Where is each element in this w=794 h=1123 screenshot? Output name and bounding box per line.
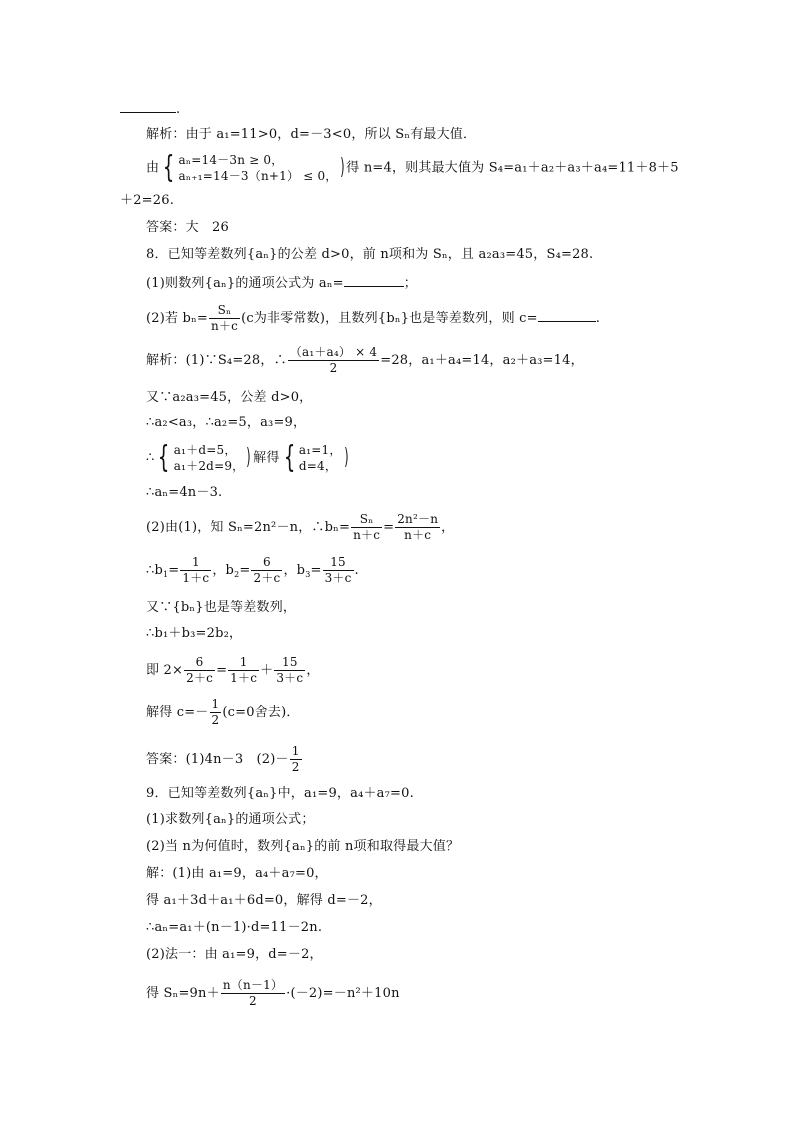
analysis-8-line-1: [146, 345, 584, 376]
answer-blank-line: [120, 100, 180, 118]
denominator: 1＋c: [230, 671, 258, 685]
part-2-condition: (c为非零常数)，且数列{bₙ}也是等差数列，则 c=: [241, 311, 538, 326]
inequality-1: aₙ=14－3n ≥ 0，: [178, 153, 284, 167]
fraction-half: [210, 697, 222, 728]
right-brace-icon: ): [343, 445, 349, 470]
solution-9-line-4: (2)法一：由 a₁=9，d=－2，: [146, 947, 323, 962]
solve-text: 解得: [253, 450, 280, 466]
equation-1: a₁＋d=5，: [173, 443, 237, 457]
left-brace-icon: {: [163, 150, 175, 185]
comma: ，: [441, 520, 455, 535]
comma: ，: [306, 663, 320, 678]
analysis-8-system: [146, 442, 350, 474]
problem-8-part-2: [146, 303, 600, 334]
answer-text: 答案：(1)4n－3 (2)－: [146, 752, 289, 767]
numerator: Sₙ: [351, 512, 382, 528]
equation-system: [174, 442, 245, 474]
denominator: 2: [291, 760, 300, 774]
b1-label: $\therefore b_1=$: [146, 563, 180, 579]
fraction-sum: [288, 345, 379, 376]
analysis-text: 解析：(1)∵S₄=28，∴: [146, 353, 287, 368]
denominator: n＋c: [211, 319, 239, 333]
fraction-half: [290, 744, 302, 775]
fraction-term-3: [274, 655, 305, 686]
analysis-8-line-11: [146, 697, 300, 728]
answer-line: 答案：大 26: [146, 220, 229, 235]
analysis-8-line-8: 又∵{bₙ}也是等差数列，: [146, 600, 297, 615]
numerator: Sₙ: [209, 303, 240, 319]
solution-system: [299, 442, 342, 474]
numerator: 6: [251, 555, 282, 571]
therefore-symbol: ∴: [146, 450, 155, 466]
numerator: 15: [323, 555, 354, 571]
equation-prefix: 即 2×: [146, 663, 184, 678]
analysis-result: =28，a₁＋a₄=14，a₂＋a₃=14，: [380, 353, 584, 368]
bn-text: (2)由(1)，知 Sₙ=2n²－n，∴bₙ=: [146, 520, 351, 535]
denominator: 2: [329, 361, 338, 375]
sum-result: ·(－2)=－n²＋10n: [286, 986, 400, 1001]
continuation-line: ＋2=26.: [120, 193, 175, 208]
solve-c-text: 解得 c=－: [146, 705, 209, 720]
part-2-text: (2)若 bₙ=: [146, 311, 208, 326]
answer-blank: [120, 100, 176, 113]
denominator: 2: [211, 713, 220, 727]
fraction-term-2: [228, 655, 259, 686]
denominator: 2＋c: [253, 571, 281, 585]
analysis-8-line-9: ∴b₁＋b₃=2b₂，: [146, 626, 243, 641]
solution-2: d=4，: [298, 459, 338, 473]
problem-9-title: 9．已知等差数列{aₙ}中，a₁=9，a₄＋a₇=0.: [146, 786, 414, 801]
max-value-text: 得 n=4，则其最大值为 S₄=a₁＋a₂＋a₃＋a₄=11＋8＋5: [346, 160, 679, 176]
analysis-8-line-2: 又∵a₂a₃=45，公差 d>0，: [146, 390, 313, 405]
equals-sign: =: [383, 520, 395, 535]
denominator: n＋c: [353, 528, 381, 542]
part-1-text: (1)则数列{aₙ}的通项公式为 aₙ=: [146, 276, 344, 291]
analysis-8-line-10: [146, 655, 320, 686]
semicolon: ；: [403, 276, 417, 291]
fraction-bn: [209, 303, 240, 334]
plus-sign: ＋: [260, 663, 274, 678]
numerator: 2n²－n: [397, 512, 439, 526]
numerator: 1: [211, 697, 220, 711]
solution-9-line-1: 解：(1)由 a₁=9，a₄＋a₇=0，: [146, 866, 328, 881]
fraction-b1: [180, 555, 211, 586]
fraction-b2: [251, 555, 282, 586]
fraction-term-1: [184, 655, 215, 686]
fraction-sn: [351, 512, 382, 543]
right-brace-icon: ): [246, 445, 251, 470]
solution-1: a₁=1，: [298, 443, 342, 457]
numerator: 1: [291, 744, 300, 758]
b2-label: ，$b_2=$: [212, 563, 251, 579]
fraction-sum-term: [221, 978, 285, 1009]
equation-2: a₁＋2d=9，: [173, 459, 245, 473]
period: .: [595, 311, 601, 326]
period: .: [354, 563, 359, 578]
analysis-8-line-7: [146, 555, 359, 586]
left-brace-icon: {: [283, 440, 295, 475]
inequality-2: aₙ₊₁=14－3（n+1） ≤ 0，: [178, 169, 338, 183]
denominator: 1＋c: [182, 571, 210, 585]
numerator: n（n－1）: [222, 978, 284, 992]
right-brace-icon: ): [339, 155, 345, 180]
denominator: 2＋c: [186, 671, 214, 685]
numerator: （a₁＋a₄） × 4: [289, 345, 378, 359]
answer-8-line: [146, 744, 303, 775]
denominator: 3＋c: [324, 571, 352, 585]
problem-9-part-2: (2)当 n为何值时，数列{aₙ}的前 n项和取得最大值？: [146, 839, 460, 854]
solution-9-line-5: [146, 978, 400, 1009]
analysis-8-line-5: ∴aₙ=4n－3.: [146, 485, 223, 500]
sum-prefix: 得 Sₙ=9n＋: [146, 986, 220, 1001]
text-you: 由: [146, 160, 160, 176]
system-line: [146, 152, 679, 184]
problem-8-title: 8．已知等差数列{aₙ}的公差 d>0，前 n项和为 Sₙ，且 a₂a₃=45，S₄=28.: [146, 247, 594, 262]
denominator: 3＋c: [276, 671, 304, 685]
inequality-system: [179, 152, 338, 184]
problem-8-part-1: [146, 274, 417, 292]
answer-blank: [344, 274, 404, 287]
answer-blank: [538, 309, 596, 322]
b3-label: ，$b_3=$: [283, 563, 322, 579]
numerator: 15: [274, 655, 305, 671]
period: .: [176, 102, 181, 117]
fraction-b3: [323, 555, 354, 586]
problem-9-part-1: (1)求数列{aₙ}的通项公式；: [146, 812, 315, 827]
equals-sign: =: [216, 663, 228, 678]
analysis-8-line-6: [146, 512, 454, 543]
solution-9-line-3: ∴aₙ=a₁＋(n－1)·d=11－2n.: [146, 920, 323, 935]
analysis-line: 解析：由于 a₁=11>0，d=－3<0，所以 Sₙ有最大值．: [146, 127, 477, 142]
numerator: 1: [228, 655, 259, 671]
analysis-8-line-3: ∴a₂<a₃，∴a₂=5，a₃=9，: [146, 415, 307, 430]
left-brace-icon: {: [158, 440, 170, 475]
denominator: n＋c: [404, 528, 432, 542]
solution-9-line-2: 得 a₁＋3d＋a₁＋6d=0，解得 d=－2，: [146, 893, 382, 908]
numerator: 1: [180, 555, 211, 571]
numerator: 6: [184, 655, 215, 671]
denominator: 2: [249, 994, 257, 1008]
discard-note: (c=0舍去)．: [222, 705, 300, 720]
fraction-expanded: [395, 512, 440, 543]
